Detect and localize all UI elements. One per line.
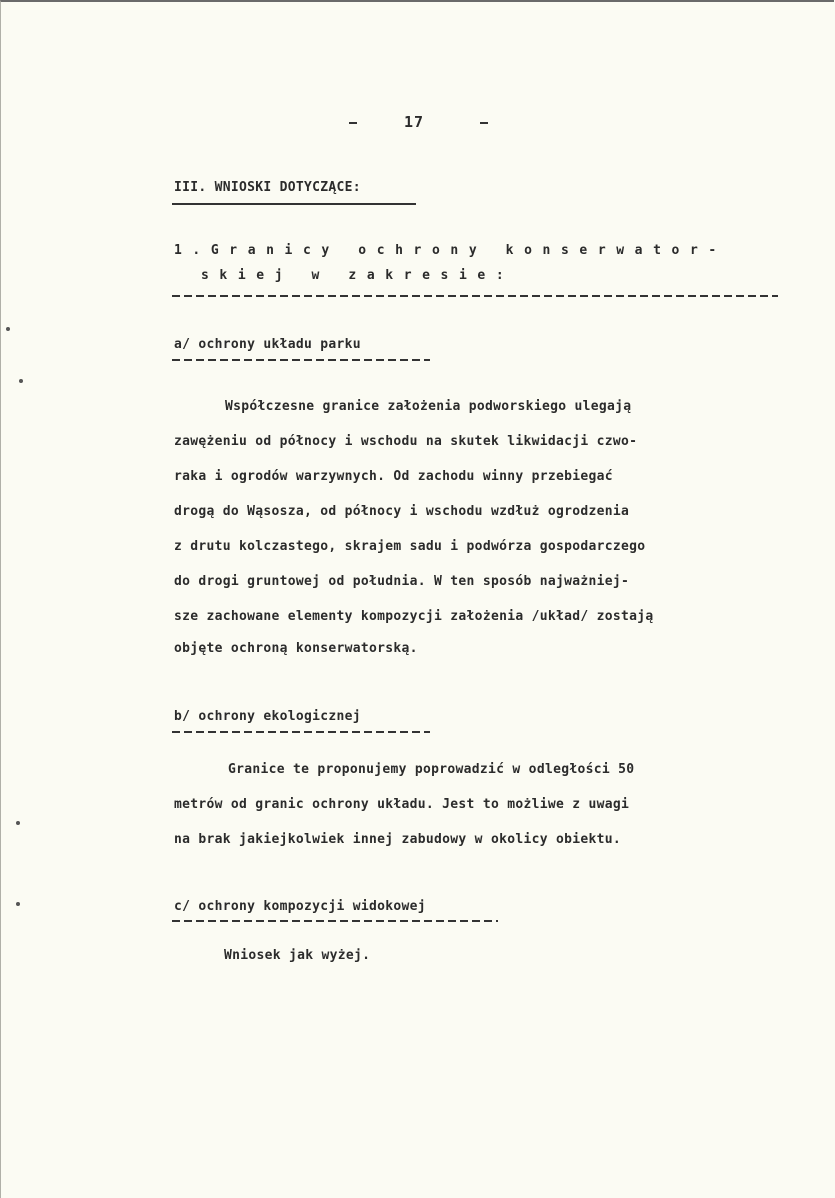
paragraph-a-line: drogą do Wąsosza, od północy i wschodu wzdłuż ogrodzenia xyxy=(174,504,630,519)
paragraph-a-line: do drogi gruntowej od południa. W ten sposób najważniej- xyxy=(174,574,630,589)
paragraph-a-line: raka i ogrodów warzywnych. Od zachodu winny przebiegać xyxy=(174,469,613,484)
subsection-a-heading: a/ ochrony układu parku xyxy=(174,337,361,352)
section-heading: III. WNIOSKI DOTYCZĄCE: xyxy=(174,180,361,195)
section-heading-underline xyxy=(172,203,416,205)
paragraph-b-line: na brak jakiejkolwiek innej zabudowy w okolicy obiektu. xyxy=(174,832,621,847)
paragraph-a-line: sze zachowane elementy kompozycji założenia /układ/ zostają xyxy=(174,609,654,624)
margin-mark xyxy=(6,327,10,331)
paragraph-b-line: metrów od granic ochrony układu. Jest to możliwe z uwagi xyxy=(174,797,630,812)
point-1-underline xyxy=(172,295,778,297)
subsection-c-heading: c/ ochrony kompozycji widokowej xyxy=(174,899,426,914)
paragraph-a-line: zawężeniu od północy i wschodu na skutek likwidacji czwo- xyxy=(174,434,638,449)
subsection-b-heading: b/ ochrony ekologicznej xyxy=(174,709,361,724)
margin-mark xyxy=(16,902,20,906)
paragraph-a-line: z drutu kolczastego, skrajem sadu i podwórza gospodarczego xyxy=(174,539,646,554)
margin-mark xyxy=(16,821,20,825)
paragraph-a-line: Współczesne granice założenia podworskiego ulegają xyxy=(225,399,632,414)
subsection-a-underline xyxy=(172,359,430,361)
paragraph-c-line: Wniosek jak wyżej. xyxy=(224,948,371,963)
subsection-b-underline xyxy=(172,731,430,733)
point-1-line-1: 1.Granicy ochrony konserwator- xyxy=(174,243,727,258)
page-number-dash-left xyxy=(349,122,357,124)
subsection-c-underline xyxy=(172,920,498,922)
page-number-dash-right xyxy=(480,122,488,124)
paragraph-b-line: Granice te proponujemy poprowadzić w odległości 50 xyxy=(228,762,635,777)
point-1-line-2: skiej w zakresie: xyxy=(201,268,515,283)
page-number: 17 xyxy=(404,113,425,131)
paragraph-a-line: objęte ochroną konserwatorską. xyxy=(174,641,418,656)
margin-mark xyxy=(19,379,23,383)
